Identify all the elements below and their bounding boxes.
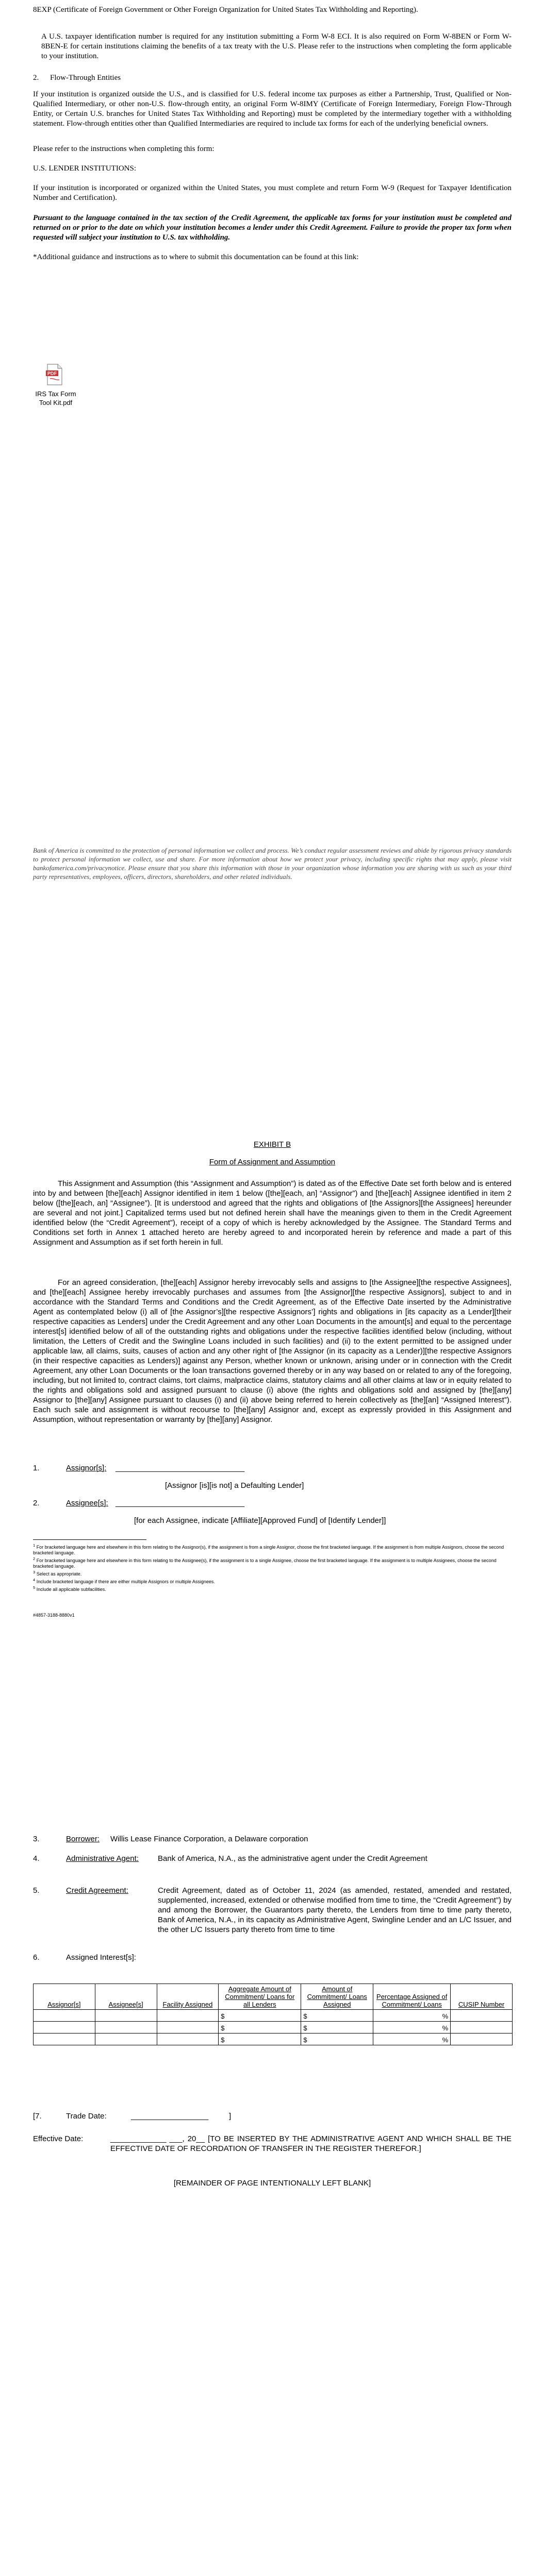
- credit-agreement-label: Credit Agreement:: [66, 1886, 128, 1895]
- trade-date-bracket: ]: [229, 2112, 232, 2121]
- tax-form-warning: Pursuant to the language contained in the tax section of the Credit Agreement, the applicable tax forms for your institution must be completed and returned on or prior to the date on which your institution becomes a lender under this Credit Agreement. Failure to provide the proper tax form when requested will subject your institution to U.S. tax withholding.: [33, 214, 512, 242]
- item-5-number: 5.: [33, 1886, 40, 1895]
- assigned-interest-table-wrap: [33, 1984, 513, 2045]
- effective-date-text: _____________ ___, 20__ [TO BE INSERTED BY THE ADMINISTRATIVE AGENT AND WHICH SHALL BE THE EFFECTIVE DATE OF RECORDATION OF TRANSFER IN THE REGISTER THEREFOR.]: [110, 2134, 512, 2153]
- col-aggregate-amount: Aggregate Amount of Commitment/ Loans for all Lenders: [219, 1984, 301, 2010]
- exhibit-label: EXHIBIT B: [253, 1140, 291, 1149]
- item-assigned-interests: [33, 1953, 512, 1962]
- trade-date-line: __________________: [131, 2112, 209, 2121]
- table-cell: %: [373, 2010, 451, 2022]
- item-1-number: 1.: [33, 1464, 40, 1472]
- table-cell: [451, 2033, 513, 2045]
- table-cell: [157, 2022, 219, 2033]
- col-facility: Facility Assigned: [157, 1984, 219, 2010]
- item-3-number: 3.: [33, 1835, 40, 1843]
- trade-date-label: Trade Date:: [66, 2112, 107, 2121]
- administrative-agent-value: Bank of America, N.A., as the administrative agent under the Credit Agreement: [158, 1854, 427, 1863]
- table-row: [34, 2010, 513, 2022]
- svg-text:PDF: PDF: [47, 371, 57, 376]
- item-7-number: [7.: [33, 2112, 42, 2121]
- assignor-defaulting-note: [Assignor [is][is not] a Defaulting Lender]: [165, 1481, 304, 1490]
- table-cell: [34, 2022, 95, 2033]
- col-assignee: Assignee[s]: [95, 1984, 157, 2010]
- pdf-attachment-label[interactable]: IRS Tax Form Tool Kit.pdf: [35, 390, 76, 406]
- table-cell: [451, 2010, 513, 2022]
- tax-8exp-paragraph: 8EXP (Certificate of Foreign Government or Other Foreign Organization for United States Tax Withholding and Reporting).: [33, 6, 418, 14]
- assignor-blank-line: ______________________________: [116, 1464, 245, 1472]
- col-assignor: Assignor[s]: [34, 1984, 95, 2010]
- table-cell: %: [373, 2022, 451, 2033]
- pdf-file-icon[interactable]: [45, 363, 64, 386]
- exhibit-footnotes: [33, 1543, 512, 1592]
- flow-through-title: Flow-Through Entities: [50, 74, 121, 82]
- table-cell: [95, 2033, 157, 2045]
- borrower-label: Borrower:: [66, 1835, 100, 1843]
- table-cell: [157, 2010, 219, 2022]
- table-cell: [451, 2022, 513, 2033]
- item-credit-agreement: [33, 1886, 512, 1934]
- assignee-label: Assignee[s]:: [66, 1499, 108, 1507]
- assigned-interest-table: [33, 1984, 513, 2045]
- footnote-4: $^4$ Include bracketed language if there are either multiple Assignors or multiple Assignees.: [33, 1578, 215, 1584]
- additional-guidance: *Additional guidance and instructions as to where to submit this documentation can be found at this link:: [33, 253, 359, 261]
- table-cell: $: [301, 2022, 373, 2033]
- table-cell: $: [219, 2033, 301, 2045]
- exhibit-doc-id: #4857-3188-8880v1: [33, 1613, 75, 1618]
- administrative-agent-label: Administrative Agent:: [66, 1854, 139, 1863]
- footnote-3: $^3$ Select as appropriate.: [33, 1570, 82, 1577]
- borrower-value: Willis Lease Finance Corporation, a Delaware corporation: [110, 1835, 308, 1843]
- item-administrative-agent: [33, 1854, 512, 1863]
- assigned-interests-label: Assigned Interest[s]:: [66, 1953, 136, 1962]
- exhibit-title: Form of Assignment and Assumption: [209, 1158, 336, 1166]
- table-cell: $: [219, 2010, 301, 2022]
- privacy-notice: Bank of America is committed to the protection of personal information we collect and process. We’s conduct regular assessment reviews and abide by rigorous privacy standards to protect personal information we collect, use and share. For more information about how we protect your privacy, including specific rights that may apply, please visit bankofamerica.com/privacynotice. Please ensure that you share this information with those in your organization whose information you are sharing with us such as your third party representatives, employees, officers, directors, shareholders, and other related individuals.: [33, 846, 512, 880]
- table-cell: $: [301, 2033, 373, 2045]
- table-cell: [157, 2033, 219, 2045]
- item-2-number: 2.: [33, 1499, 40, 1507]
- table-cell: [95, 2022, 157, 2033]
- item-6-number: 6.: [33, 1953, 40, 1962]
- exhibit-intro-paragraph: This Assignment and Assumption (this “Assignment and Assumption”) is dated as of the Effective Date set forth below and is entered into by and between [the][each] Assignor identified in item 1 below ([the][each, an] “Assignor”) and [the][each] Assignee identified in item 2 below ([the][each, an] “Assignee”). [It is understood and agreed that the rights and obligations of [the Assignors][the Assignees] hereunder are several and not joint.] Capitalized terms used but not defined herein shall have the meanings given to them in the Credit Agreement identified below (the “Credit Agreement”), receipt of a copy of which is hereby acknowledged by the Assignee. The Standard Terms and Conditions set forth in Annex 1 attached hereto are hereby agreed to and incorporated herein by reference and made a part of this Assignment and Assumption as if set forth herein in full.: [33, 1179, 512, 1247]
- flow-through-number: 2.: [33, 74, 39, 82]
- remainder-blank-note: [REMAINDER OF PAGE INTENTIONALLY LEFT BLANK]: [173, 2179, 371, 2188]
- assignee-blank-line: ______________________________: [116, 1499, 245, 1507]
- table-row: [34, 2033, 513, 2045]
- item-4-number: 4.: [33, 1854, 40, 1863]
- item-borrower: [33, 1834, 512, 1844]
- table-cell: [34, 2010, 95, 2022]
- table-cell: $: [301, 2010, 373, 2022]
- item-assignee: [33, 1498, 512, 1508]
- table-cell: %: [373, 2033, 451, 2045]
- table-header-row: [34, 1984, 513, 2010]
- item-assignor: [33, 1463, 512, 1473]
- effective-date-label: Effective Date:: [33, 2134, 84, 2143]
- footnote-2: $^2$ For bracketed language here and elsewhere in this form relating to the Assignee(s), if the assignment is to a single Assignee, choose the first bracketed language. If the assignment is to multiple Assignees, choose the second bracketed language.: [33, 1556, 497, 1569]
- col-cusip: CUSIP Number: [451, 1984, 513, 2010]
- col-percentage-assigned: Percentage Assigned of Commitment/ Loans: [373, 1984, 451, 2010]
- us-lender-heading: U.S. LENDER INSTITUTIONS:: [33, 164, 136, 173]
- table-cell: [95, 2010, 157, 2022]
- assignee-affiliate-note: [for each Assignee, indicate [Affiliate][Approved Fund] of [Identify Lender]]: [134, 1516, 386, 1525]
- tax-tin-paragraph: A U.S. taxpayer identification number is required for any institution submitting a Form W-8 ECI. It is also required on Form W-8BEN or Form W-8BEN-E for certain institutions claiming the benefits of a tax treaty with the U.S. Please refer to the instructions when completing the form applicable to your institution.: [41, 32, 512, 60]
- flow-through-heading: [33, 73, 512, 83]
- table-cell: [34, 2033, 95, 2045]
- table-cell: $: [219, 2022, 301, 2033]
- footnote-5: $^5$ Include all applicable subfacilities.: [33, 1585, 106, 1592]
- item-trade-date: [33, 2111, 512, 2121]
- footnote-separator: [33, 1539, 146, 1540]
- table-row: [34, 2022, 513, 2033]
- exhibit-consideration-paragraph: For an agreed consideration, [the][each] Assignor hereby irrevocably sells and assigns to [the Assignee][the respective Assignees], and [the][each] Assignee hereby irrevocably purchases and assumes from [the Assignor][the respective Assignors], subject to and in accordance with the Standard Terms and Conditions and the Credit Agreement, as of the Effective Date inserted by the Administrative Agent as contemplated below (i) all of [the Assignor’s][the respective Assignors’] rights and obligations in [its capacity as a Lender][their respective capacities as Lenders] under the Credit Agreement and any other Loan Documents in the amount[s] and equal to the percentage interest[s] identified below of all of the outstanding rights and obligations under the respective facilities identified below (including, without limitation, the Letters of Credit and the Swingline Loans included in such facilities) and (ii) to the extent permitted to be assigned under applicable law, all claims, suits, causes of action and any other right of [the Assignor (in its capacity as a Lender)][the respective Assignors (in their respective capacities as Lenders)] against any Person, whether known or unknown, arising under or in connection with the Credit Agreement, any other Loan Documents or the loan transactions governed thereby or in any way based on or related to any of the foregoing, including, but not limited to, contract claims, tort claims, malpractice claims, statutory claims and all other claims at law or in equity related to the rights and obligations sold and assigned pursuant to clause (i) above (the rights and obligations sold and assigned by [the][any] Assignor to [the][any] Assignee pursuant to clauses (i) and (ii) above being referred to herein collectively as [the][an] “Assigned Interest”). Each such sale and assignment is without recourse to [the][any] Assignor and, except as expressly provided in this Assignment and Assumption, without representation or warranty by [the][any] Assignor.: [33, 1278, 512, 1424]
- flow-through-paragraph: If your institution is organized outside the U.S., and is classified for U.S. federal income tax purposes as either a Partnership, Trust, Qualified or Non-Qualified Intermediary, or other non-U.S. flow-through entity, an original Form W-8IMY (Certificate of Foreign Intermediary, Foreign Flow-Through Entity, or Certain U.S. branches for United States Tax Withholding and Reporting) must be completed by the intermediary together with a withholding statement. Flow-through entities other than Qualified Intermediaries are required to include tax forms for each of the underlying beneficial owners.: [33, 90, 512, 128]
- col-amount-assigned: Amount of Commitment/ Loans Assigned: [301, 1984, 373, 2010]
- refer-instructions: Please refer to the instructions when completing this form:: [33, 145, 215, 153]
- footnote-1: $^1$ For bracketed language here and elsewhere in this form relating to the Assignor(s), if the assignment is from a single Assignor, choose the first bracketed language. If the assignment is from multiple Assignors, choose the second bracketed language.: [33, 1543, 504, 1555]
- us-lender-paragraph: If your institution is incorporated or organized within the United States, you must complete and return Form W-9 (Request for Taxpayer Identification Number and Certification).: [33, 184, 512, 202]
- assignor-label: Assignor[s]:: [66, 1464, 107, 1472]
- credit-agreement-value: Credit Agreement, dated as of October 11, 2024 (as amended, restated, amended and restated, supplemented, increased, extended or otherwise modified from time to time, the “Credit Agreement”) by and among the Borrower, the Guarantors party thereto, the Lenders from time to time party thereto, Bank of America, N.A., in its capacity as Administrative Agent, Swingline Lender and an L/C Issuer, and the other L/C Issuers party thereto from time to time: [158, 1886, 512, 1934]
